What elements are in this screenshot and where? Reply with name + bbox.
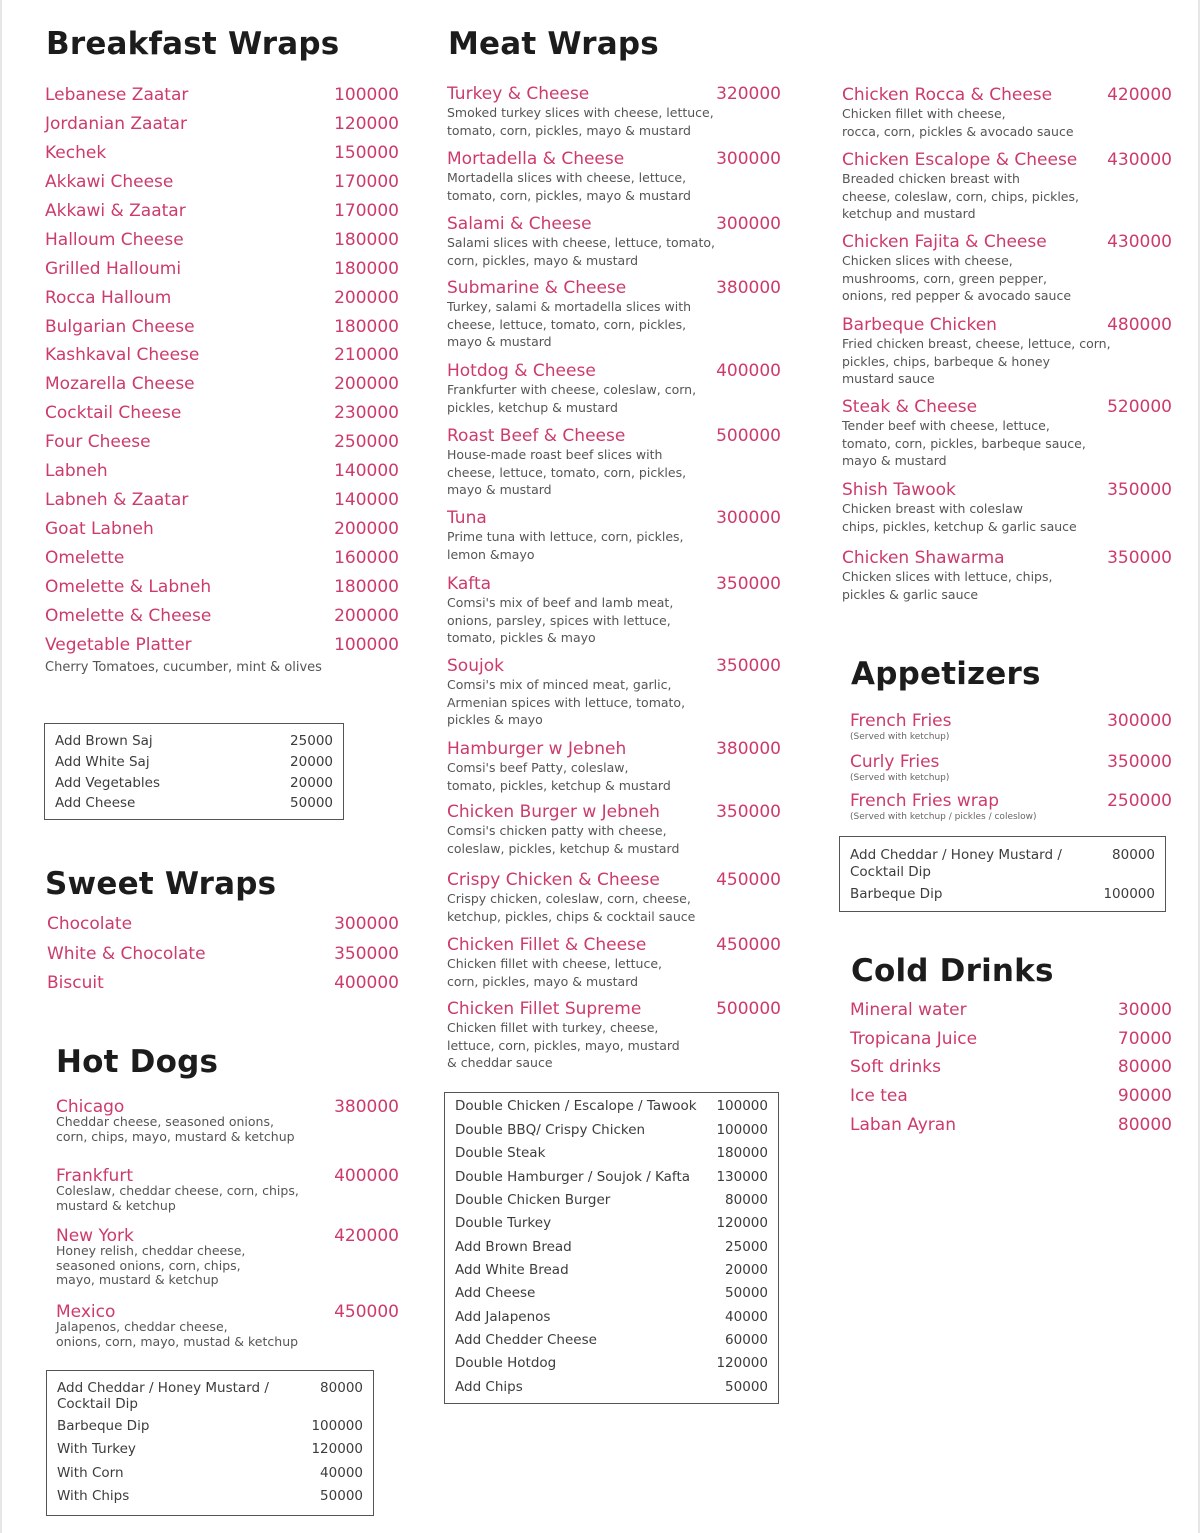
item-description: Chicken breast with coleslaw chips, pickles, ketchup & garlic sauce: [842, 501, 1077, 534]
item-price: 140000: [334, 461, 399, 482]
item-name: Barbeque Chicken: [842, 315, 997, 335]
menu-item: [850, 1114, 1172, 1143]
menu-item: [45, 460, 399, 489]
item-price: 180000: [334, 258, 399, 279]
menu-item: [45, 142, 399, 171]
addon-name: Double Chicken / Escalope / Tawook: [455, 1098, 697, 1114]
item-description: Chicken fillet with cheese, lettuce, corn, pickles, mayo & mustard: [447, 956, 663, 989]
item-description: Cheddar cheese, seasoned onions, corn, chips, mayo, mustard & ketchup: [56, 1114, 295, 1144]
item-price: 200000: [334, 605, 399, 626]
item-price: 430000: [1107, 150, 1172, 170]
item-name: New York: [56, 1226, 134, 1246]
item-name: Labneh & Zaatar: [45, 490, 189, 511]
item-name: Turkey & Cheese: [447, 84, 590, 104]
menu-item: [45, 344, 399, 373]
item-name: Chicken Shawarma: [842, 548, 1005, 568]
item-description: Turkey, salami & mortadella slices with cheese, lettuce, tomato, corn, pickles, mayo & mustard: [447, 299, 692, 349]
item-price: 350000: [716, 656, 781, 676]
appetizer-addons-box: [839, 836, 1166, 912]
addon-name: Add Brown Saj: [55, 733, 153, 749]
addon-price: 60000: [725, 1332, 768, 1348]
item-price: 380000: [334, 1097, 399, 1117]
addon-name: Double Hotdog: [455, 1355, 557, 1371]
addon-name: With Chips: [57, 1488, 130, 1504]
item-description: Chicken slices with cheese, mushrooms, corn, green pepper, onions, red pepper & avocado sauce: [842, 253, 1072, 303]
item-name: Curly Fries: [850, 752, 940, 772]
addon-price: 20000: [725, 1262, 768, 1278]
addon-price: 80000: [320, 1380, 363, 1396]
item-description: Chicken fillet with cheese, rocca, corn, pickles & avocado sauce: [842, 106, 1074, 139]
item-description: Comsi's mix of beef and lamb meat, onions, parsley, spices with lettuce, tomato, pickles & mayo: [447, 595, 674, 645]
item-name: Crispy Chicken & Cheese: [447, 870, 660, 890]
menu-item: [45, 113, 399, 142]
item-price: 150000: [334, 142, 399, 163]
addon-name: Double Hamburger / Soujok / Kafta: [455, 1169, 691, 1185]
item-name: Omelette: [45, 548, 125, 568]
addon-price: 25000: [290, 733, 333, 749]
item-description: Breaded chicken breast with cheese, coleslaw, corn, chips, pickles, ketchup and mustard: [842, 171, 1079, 221]
item-description: Fried chicken breast, cheese, lettuce, corn, pickles, chips, barbeque & honey mustard sauce: [842, 336, 1111, 386]
addon-name: Add Cheddar / Honey Mustard / Cocktail Dip: [57, 1380, 269, 1412]
item-name: Chicken Fajita & Cheese: [842, 232, 1047, 252]
item-name: Ice tea: [850, 1086, 908, 1107]
item-price: 300000: [716, 214, 781, 234]
item-price: 350000: [716, 574, 781, 594]
addon-name: With Turkey: [57, 1441, 136, 1457]
item-price: 300000: [1107, 711, 1172, 731]
item-description: (Served with ketchup): [850, 732, 950, 742]
item-price: 380000: [716, 278, 781, 298]
addon-price: 120000: [716, 1215, 768, 1231]
menu-item: [45, 84, 399, 113]
item-name: Chicken Burger w Jebneh: [447, 802, 660, 822]
menu-item: [45, 258, 399, 287]
item-name: Cocktail Cheese: [45, 403, 182, 424]
item-description: Chicken fillet with turkey, cheese, lettuce, corn, pickles, mayo, mustard & cheddar sauce: [447, 1020, 680, 1070]
item-price: 300000: [716, 149, 781, 169]
item-description: Crispy chicken, coleslaw, corn, cheese, ketchup, pickles, chips & cocktail sauce: [447, 891, 696, 924]
addon-price: 100000: [311, 1418, 363, 1434]
addon-price: 130000: [716, 1169, 768, 1185]
item-name: Kechek: [45, 142, 107, 163]
item-name: Akkawi Cheese: [45, 171, 174, 192]
addon-price: 100000: [1103, 886, 1155, 902]
item-name: Tuna: [447, 508, 487, 528]
menu-item: [45, 316, 399, 345]
item-price: 250000: [334, 432, 399, 453]
item-name: Jordanian Zaatar: [45, 113, 187, 134]
menu-item: [45, 547, 399, 576]
item-price: 400000: [334, 1166, 399, 1186]
item-price: 200000: [334, 374, 399, 395]
addon-price: 100000: [716, 1122, 768, 1138]
meat-title: Meat Wraps: [448, 26, 659, 62]
menu-item: [850, 1056, 1172, 1085]
menu-item: [850, 1085, 1172, 1114]
item-description: Mortadella slices with cheese, lettuce, tomato, corn, pickles, mayo & mustard: [447, 170, 691, 203]
item-name: Biscuit: [47, 973, 104, 993]
addon-name: Double Steak: [455, 1145, 546, 1161]
item-name: Goat Labneh: [45, 519, 154, 540]
drinks-list: [850, 999, 1172, 1142]
item-name: Roast Beef & Cheese: [447, 426, 626, 446]
item-description: Comsi's beef Patty, coleslaw, tomato, pickles, ketchup & mustard: [447, 760, 671, 793]
item-name: Soft drinks: [850, 1057, 941, 1078]
sweet-title: Sweet Wraps: [45, 866, 277, 902]
item-name: Omelette & Labneh: [45, 576, 212, 597]
item-description: Frankfurter with cheese, coleslaw, corn, pickles, ketchup & mustard: [447, 382, 697, 415]
item-price: 90000: [1117, 1086, 1172, 1107]
appetizers-title: Appetizers: [851, 656, 1041, 692]
item-price: 350000: [716, 802, 781, 822]
item-description: Honey relish, cheddar cheese, seasoned onions, corn, chips, mayo, mustard & ketchup: [56, 1243, 246, 1287]
item-price: 450000: [716, 935, 781, 955]
item-price: 120000: [334, 113, 399, 134]
addon-name: Add Cheese: [55, 795, 136, 811]
addon-name: Double BBQ/ Crispy Chicken: [455, 1122, 646, 1138]
addon-price: 25000: [725, 1239, 768, 1255]
sweet-list: [47, 913, 399, 1002]
item-name: Mortadella & Cheese: [447, 149, 625, 169]
item-price: 450000: [334, 1302, 399, 1322]
menu-item: [45, 518, 399, 547]
item-description: Smoked turkey slices with cheese, lettuce, tomato, corn, pickles, mayo & mustard: [447, 105, 714, 138]
item-description: Prime tuna with lettuce, corn, pickles, lemon &mayo: [447, 529, 684, 562]
addon-price: 50000: [725, 1285, 768, 1301]
addon-name: Add Brown Bread: [455, 1239, 572, 1255]
breakfast-addons-box: [44, 723, 344, 820]
item-price: 420000: [334, 1226, 399, 1246]
item-name: Chicken Rocca & Cheese: [842, 85, 1053, 105]
hotdogs-title: Hot Dogs: [56, 1044, 219, 1080]
addon-name: Double Turkey: [455, 1215, 552, 1231]
item-description: Comsi's mix of minced meat, garlic, Armenian spices with lettuce, tomato, pickles & mayo: [447, 677, 686, 727]
menu-item: [45, 229, 399, 258]
item-name: Omelette & Cheese: [45, 605, 212, 626]
item-price: 350000: [334, 943, 399, 964]
item-price: 200000: [334, 519, 399, 540]
hotdog-addons-box: [46, 1370, 374, 1516]
item-name: Shish Tawook: [842, 480, 956, 500]
menu-item: [45, 373, 399, 402]
item-description: Comsi's chicken patty with cheese, coleslaw, pickles, ketchup & mustard: [447, 823, 680, 856]
item-price: 70000: [1117, 1028, 1172, 1049]
item-price: 180000: [334, 316, 399, 337]
item-name: Steak & Cheese: [842, 397, 978, 417]
addon-name: Add Vegetables: [55, 775, 161, 791]
menu-item: [850, 999, 1172, 1028]
item-price: 320000: [716, 84, 781, 104]
item-price: 230000: [334, 403, 399, 424]
item-name: White & Chocolate: [47, 943, 206, 964]
item-name: French Fries: [850, 711, 952, 731]
item-description: House-made roast beef slices with cheese, lettuce, tomato, corn, pickles, mayo & mustard: [447, 447, 687, 497]
drinks-title: Cold Drinks: [851, 953, 1054, 989]
item-price: 500000: [716, 426, 781, 446]
item-name: French Fries wrap: [850, 791, 999, 811]
addon-price: 50000: [725, 1379, 768, 1395]
item-name: Grilled Halloumi: [45, 258, 182, 279]
item-price: 400000: [716, 361, 781, 381]
item-name: Chocolate: [47, 914, 133, 934]
item-price: 30000: [1117, 1000, 1172, 1020]
breakfast-list: [45, 84, 399, 663]
item-price: 430000: [1107, 232, 1172, 252]
item-name: Bulgarian Cheese: [45, 316, 195, 337]
item-price: 300000: [716, 508, 781, 528]
addon-price: 20000: [290, 754, 333, 770]
item-description: Jalapenos, cheddar cheese, onions, corn, mayo, mustad & ketchup: [56, 1319, 299, 1349]
item-name: Vegetable Platter: [45, 634, 192, 655]
item-price: 170000: [334, 171, 399, 192]
item-description: (Served with ketchup): [850, 773, 950, 783]
menu-item: [47, 972, 399, 1002]
addon-name: Add White Saj: [55, 754, 150, 770]
addon-name: With Corn: [57, 1465, 124, 1481]
item-price: 180000: [334, 229, 399, 250]
item-name: Laban Ayran: [850, 1114, 956, 1135]
item-price: 500000: [716, 999, 781, 1019]
item-price: 350000: [1107, 752, 1172, 772]
item-price: 250000: [1107, 791, 1172, 811]
addon-price: 80000: [1112, 847, 1155, 863]
item-name: Rocca Halloum: [45, 287, 172, 308]
item-name: Mozarella Cheese: [45, 374, 195, 395]
item-name: Hamburger w Jebneh: [447, 739, 627, 759]
addon-name: Add Cheese: [455, 1285, 536, 1301]
item-price: 420000: [1107, 85, 1172, 105]
menu-item: [47, 943, 399, 973]
item-description: Salami slices with cheese, lettuce, tomato, corn, pickles, mayo & mustard: [447, 235, 715, 268]
item-name: Halloum Cheese: [45, 229, 184, 250]
item-price: 210000: [334, 345, 399, 366]
addon-price: 20000: [290, 775, 333, 791]
meat-addons-box: [444, 1092, 779, 1404]
item-price: 80000: [1117, 1057, 1172, 1078]
item-name: Four Cheese: [45, 432, 151, 453]
item-name: Hotdog & Cheese: [447, 361, 596, 381]
menu-item: [45, 634, 399, 663]
vegetable-platter-note: Cherry Tomatoes, cucumber, mint & olives: [45, 660, 322, 675]
item-price: 80000: [1117, 1114, 1172, 1135]
addon-price: 80000: [725, 1192, 768, 1208]
addon-price: 50000: [320, 1488, 363, 1504]
item-name: Salami & Cheese: [447, 214, 592, 234]
item-price: 400000: [334, 973, 399, 993]
item-price: 380000: [716, 739, 781, 759]
item-name: Lebanese Zaatar: [45, 85, 189, 105]
menu-item: [45, 287, 399, 316]
item-name: Kashkaval Cheese: [45, 345, 200, 366]
item-price: 350000: [1107, 548, 1172, 568]
item-description: Tender beef with cheese, lettuce, tomato, corn, pickles, barbeque sauce, mayo & mustard: [842, 418, 1086, 468]
addon-price: 50000: [290, 795, 333, 811]
item-description: (Served with ketchup / pickles / coleslow): [850, 812, 1037, 822]
item-description: Chicken slices with lettuce, chips, pickles & garlic sauce: [842, 569, 1053, 602]
menu-item: [47, 913, 399, 943]
item-price: 480000: [1107, 315, 1172, 335]
addon-price: 100000: [716, 1098, 768, 1114]
item-description: Coleslaw, cheddar cheese, corn, chips, mustard & ketchup: [56, 1183, 299, 1213]
addon-name: Add Jalapenos: [455, 1309, 551, 1325]
menu-item: [45, 576, 399, 605]
breakfast-title: Breakfast Wraps: [46, 26, 340, 62]
menu-item: [45, 605, 399, 634]
item-price: 100000: [334, 85, 399, 105]
addon-price: 120000: [716, 1355, 768, 1371]
item-name: Mineral water: [850, 1000, 967, 1020]
menu-item: [45, 200, 399, 229]
addon-price: 180000: [716, 1145, 768, 1161]
item-name: Tropicana Juice: [850, 1028, 978, 1049]
item-price: 180000: [334, 576, 399, 597]
item-price: 100000: [334, 634, 399, 655]
item-price: 140000: [334, 490, 399, 511]
item-price: 200000: [334, 287, 399, 308]
addon-name: Double Chicken Burger: [455, 1192, 611, 1208]
addon-name: Barbeque Dip: [57, 1418, 150, 1434]
addon-price: 40000: [725, 1309, 768, 1325]
item-name: Chicken Fillet & Cheese: [447, 935, 647, 955]
item-name: Chicken Escalope & Cheese: [842, 150, 1078, 170]
item-name: Akkawi & Zaatar: [45, 200, 186, 221]
addon-price: 40000: [320, 1465, 363, 1481]
addon-name: Add Cheddar / Honey Mustard / Cocktail Dip: [850, 847, 1062, 880]
item-name: Submarine & Cheese: [447, 278, 627, 298]
item-price: 160000: [334, 548, 399, 568]
menu-item: [850, 1028, 1172, 1057]
item-name: Labneh: [45, 461, 108, 482]
item-name: Kafta: [447, 574, 492, 594]
addon-price: 120000: [311, 1441, 363, 1457]
addon-name: Add Chedder Cheese: [455, 1332, 597, 1348]
item-name: Frankfurt: [56, 1166, 133, 1186]
item-name: Chicken Fillet Supreme: [447, 999, 642, 1019]
item-name: Chicago: [56, 1097, 125, 1117]
item-price: 170000: [334, 200, 399, 221]
item-price: 450000: [716, 870, 781, 890]
item-name: Soujok: [447, 656, 504, 676]
addon-name: Add Chips: [455, 1379, 523, 1395]
addon-name: Barbeque Dip: [850, 886, 943, 902]
item-price: 520000: [1107, 397, 1172, 417]
menu-item: [45, 431, 399, 460]
menu-item: [45, 402, 399, 431]
menu-item: [45, 171, 399, 200]
item-price: 350000: [1107, 480, 1172, 500]
menu-item: [45, 489, 399, 518]
item-name: Mexico: [56, 1302, 116, 1322]
item-price: 300000: [334, 914, 399, 934]
addon-name: Add White Bread: [455, 1262, 569, 1278]
